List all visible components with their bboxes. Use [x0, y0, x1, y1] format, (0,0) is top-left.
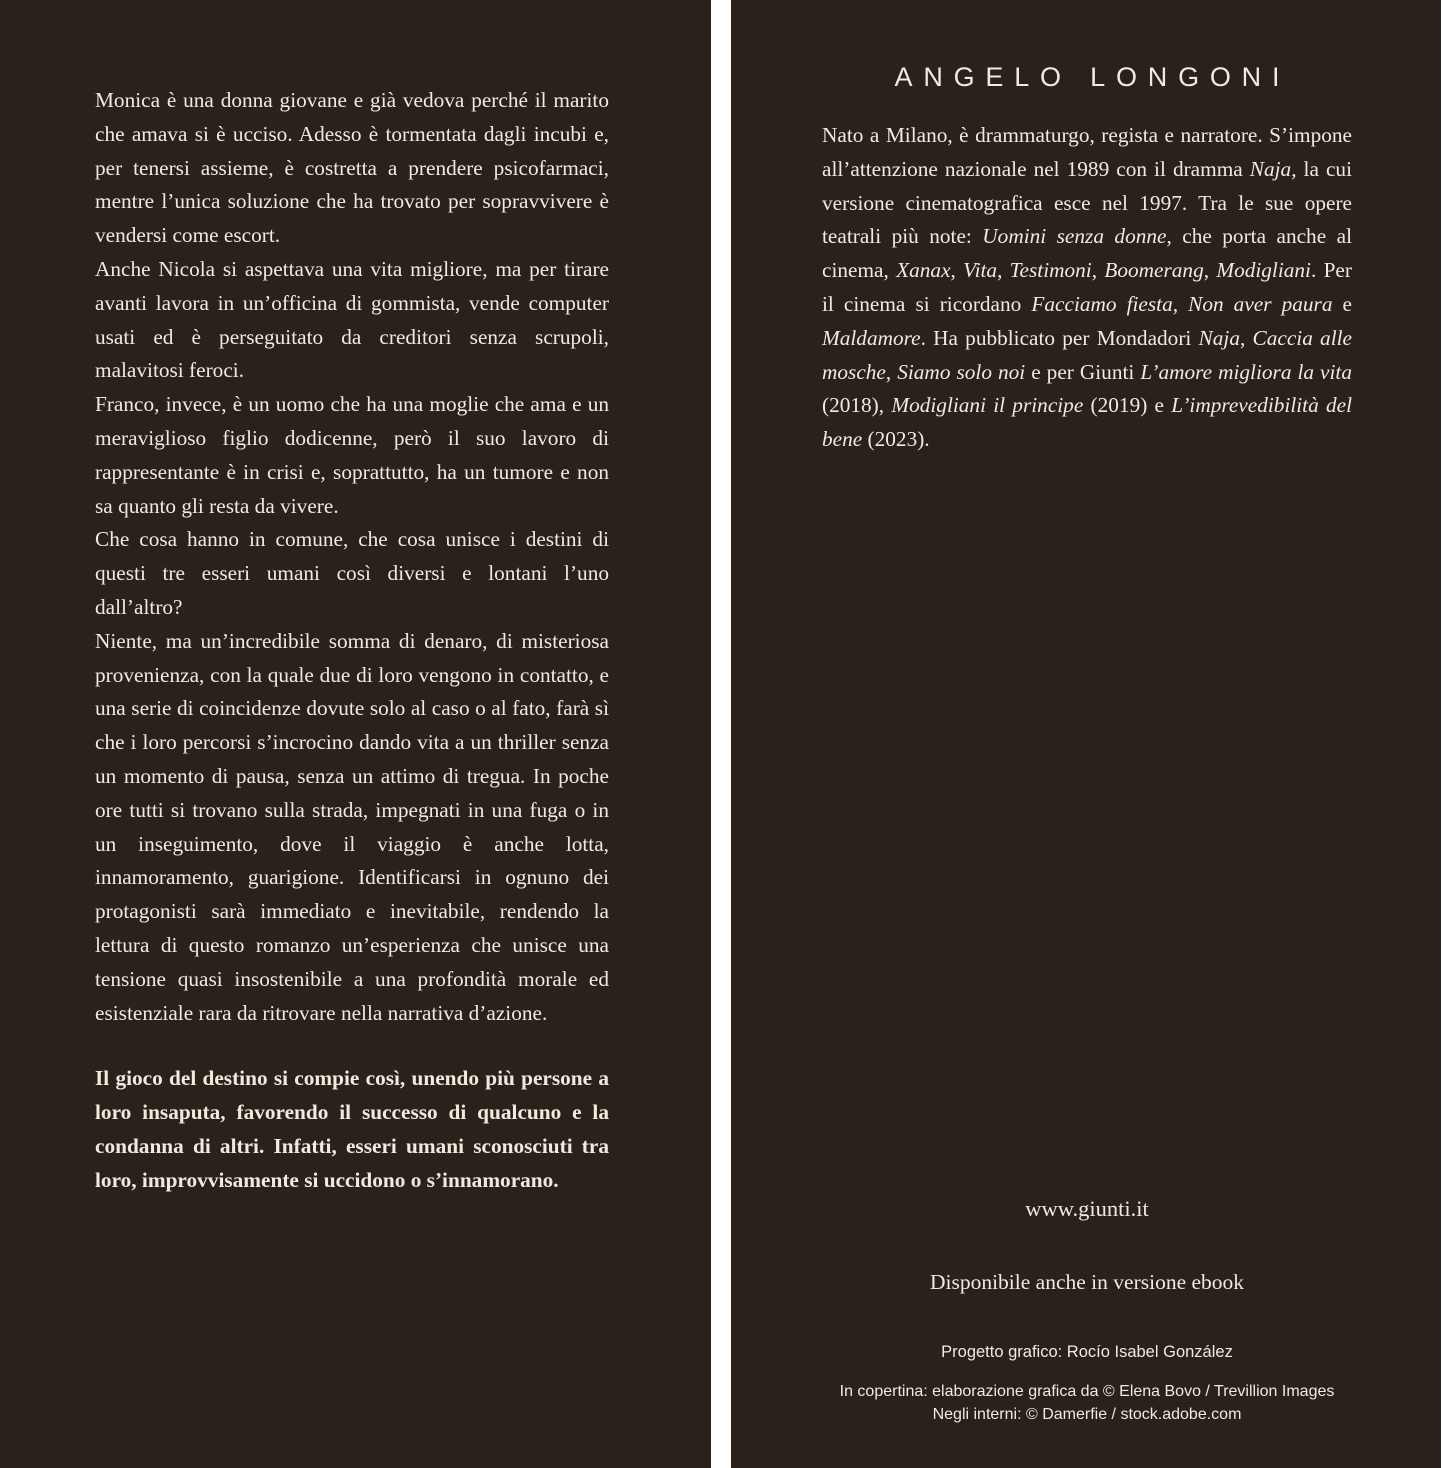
right-edge-strip [1441, 0, 1445, 1468]
synopsis-paragraph: Anche Nicola si aspettava una vita migliore, ma per tirare avanti lavora in un’officina di gommista, vende computer usati ed è perseguitato da creditori senza scrupoli, malavitosi feroci. [95, 256, 609, 383]
work-title: Uomini senza donne [982, 224, 1167, 249]
author-name: ANGELO LONGONI [894, 62, 1291, 92]
bio-text: , [1091, 258, 1105, 283]
bio-text: , che porta anche al cinema, [822, 224, 1352, 283]
work-title: L’amore migliora la vita [1140, 359, 1352, 384]
work-title: Maldamore [822, 325, 921, 350]
work-title: Boomerang [1104, 258, 1204, 283]
synopsis-paragraph: Monica è una donna giovane e già vedova perché il marito che amava si è ucciso. Adesso è tormentata dagli incubi e, per tenersi assieme, è costretta a prendere psicofarmaci, mentre l’unica soluzione che ha trovato per sopravvivere è vendersi come escort. [95, 88, 609, 248]
bio-text: . Per il cinema si ricordano [822, 258, 1352, 316]
work-title: Siamo solo noi [897, 359, 1026, 384]
ebook-availability-note: Disponibile anche in versione ebook [929, 1270, 1245, 1295]
work-title: Non aver paura [1188, 291, 1333, 316]
spine-gutter [711, 0, 731, 1468]
work-title: Modigliani il principe [891, 393, 1084, 418]
author-bio [822, 119, 1352, 457]
publisher-website: www.giunti.it [1025, 1195, 1149, 1221]
synopsis-flap [0, 0, 711, 1468]
cover-credit: In copertina: elaborazione grafica da © Elena Bovo / Trevillion Images [839, 1383, 1335, 1400]
synopsis-text [95, 84, 609, 1030]
bio-text: e [1332, 291, 1352, 316]
design-credit: Progetto grafico: Rocío Isabel González [941, 1343, 1233, 1361]
bio-text: , [1172, 291, 1189, 316]
bio-text: (2019) e [1083, 393, 1172, 418]
synopsis-paragraph: Niente, ma un’incredibile somma di denaro, di misteriosa provenienza, con la quale due di loro vengono in contatto, e una serie di coincidenze dovute solo al caso o al fato, farà sì che i loro percorsi s’incrocino dando vita a un thriller senza un momento di pausa, senza un attimo di tregua. In poche ore tutti si trovano sulla strada, impegnati in una fuga o in un inseguimento, dove il viaggio è anche lotta, innamoramento, guarigione. Identificarsi in ognuno dei protagonisti sarà immediato e inevitabile, rendendo la lettura di questo romanzo un’esperienza che unisce una tensione quasi insostenibile a una profondità morale ed esistenziale rara da ritrovare nella narrativa d’azione. [95, 628, 609, 1025]
bio-text: e per Giunti [1025, 359, 1141, 384]
bio-text: , [997, 258, 1010, 283]
bio-text: . Ha pubblicato per Mondadori [920, 325, 1199, 350]
synopsis-paragraph: Che cosa hanno in comune, che cosa unisce i destini di questi tre esseri umani così diversi e lontani l’uno dall’altro? [95, 527, 609, 619]
image-credits [822, 1380, 1352, 1426]
bio-text: , [1239, 325, 1253, 350]
bio-text: (2023). [862, 427, 930, 452]
work-title: Facciamo fiesta [1031, 291, 1173, 316]
work-title: Naja [1249, 156, 1292, 181]
work-title: Testimoni [1009, 258, 1092, 283]
bio-text: , [1203, 258, 1217, 283]
work-title: Caccia alle mosche [822, 325, 1352, 384]
work-title: L’imprevedibilità del bene [822, 393, 1353, 452]
bio-text: , la cui versione cinematografica esce nel 1997. Tra le sue opere teatrali più note: [822, 156, 1352, 249]
author-flap [731, 0, 1441, 1468]
interior-credit: Negli interni: © Damerfie / stock.adobe.com [932, 1406, 1242, 1423]
work-title: Naja [1198, 325, 1240, 350]
work-title: Xanax [896, 258, 951, 283]
closing-note: Il gioco del destino si compie così, unendo più persone a loro insaputa, favorendo il successo di qualcuno e la condanna di altri. Infatti, esseri umani sconosciuti tra loro, improvvisamente si uccidono o s’innamorano. [95, 1066, 609, 1192]
work-title: Vita [963, 258, 998, 283]
synopsis-paragraph: Franco, invece, è un uomo che ha una moglie che ama e un meraviglioso figlio dodicenne, però il suo lavoro di rappresentante è in crisi e, soprattutto, ha un tumore e non sa quanto gli resta da vivere. [95, 392, 609, 518]
bio-text: (2018), [822, 393, 892, 418]
work-title: Modigliani [1216, 258, 1311, 283]
bio-text: , [950, 258, 964, 283]
flexible-spacer [822, 457, 1352, 1194]
bio-text: Nato a Milano, è drammaturgo, regista e narratore. S’impone all’attenzione nazionale nel 1989 con il dramma [822, 123, 1352, 181]
bio-text: , [885, 359, 898, 384]
